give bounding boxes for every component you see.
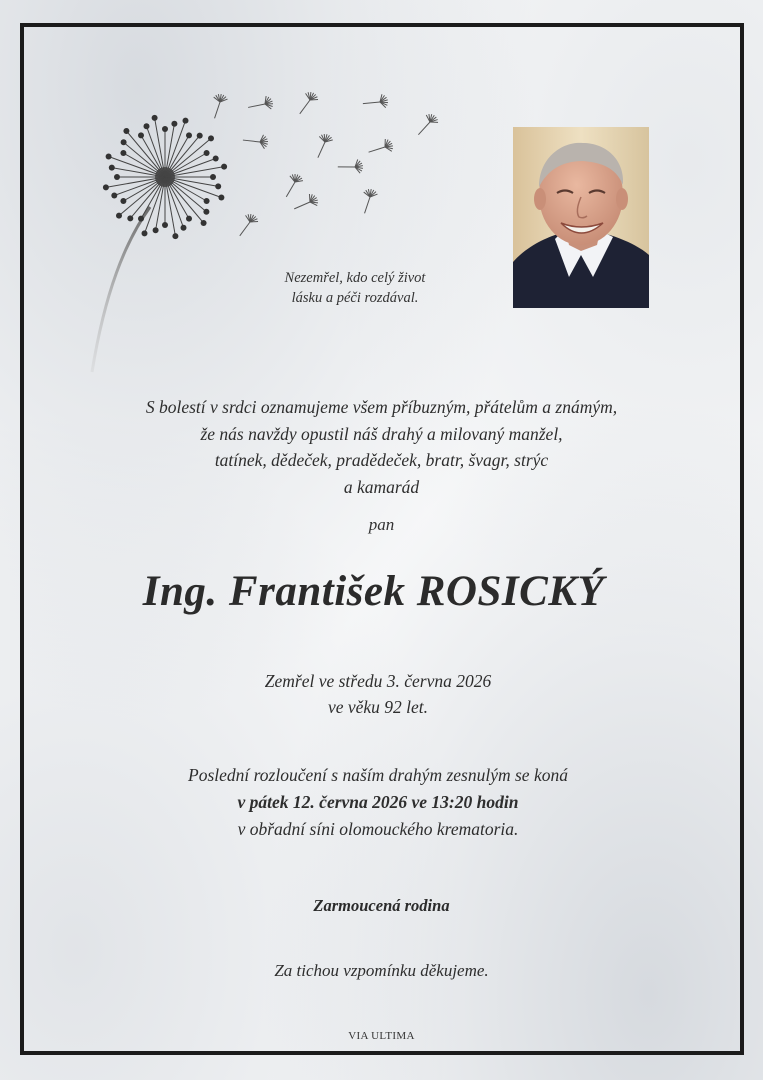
- announcement-line: tatínek, dědeček, pradědeček, bratr, švagr, strýc: [214, 450, 549, 470]
- deceased-name: Ing. František ROSICKÝ: [142, 568, 605, 615]
- footer-brand: VIA ULTIMA: [348, 1030, 415, 1042]
- announcement-line: a kamarád: [343, 476, 420, 497]
- portrait-photo: [513, 127, 649, 308]
- motto-line: lásku a péči rozdával.: [291, 290, 419, 306]
- funeral-line: Poslední rozloučení s naším drahým zesnulým se koná: [188, 765, 568, 785]
- motto-line: Nezemřel, kdo celý život: [284, 270, 426, 286]
- funeral-date-line: v pátek 12. června 2026 ve 13:20 hodin: [237, 792, 519, 812]
- funeral-info: [0, 762, 756, 843]
- age-line: ve věku 92 let.: [327, 697, 429, 717]
- thanks-text: Za tichou vzpomínku děkujeme.: [274, 961, 489, 980]
- funeral-place-line: v obřadní síni olomouckého krematoria.: [237, 819, 519, 839]
- motto-quote: [250, 268, 460, 308]
- announcement-line: S bolestí v srdci oznamujeme všem příbuzným, přátelům a známým,: [145, 397, 618, 417]
- dandelion-illustration: [80, 82, 450, 382]
- announcement-text: [60, 394, 703, 500]
- death-info: [0, 668, 756, 720]
- announcement-line: že nás navždy opustil náš drahý a milovaný manžel,: [200, 423, 563, 444]
- death-date-line: Zemřel ve středu 3. června 2026: [264, 671, 492, 691]
- honorific: pan: [368, 515, 395, 534]
- family-signature: Zarmoucená rodina: [313, 896, 450, 915]
